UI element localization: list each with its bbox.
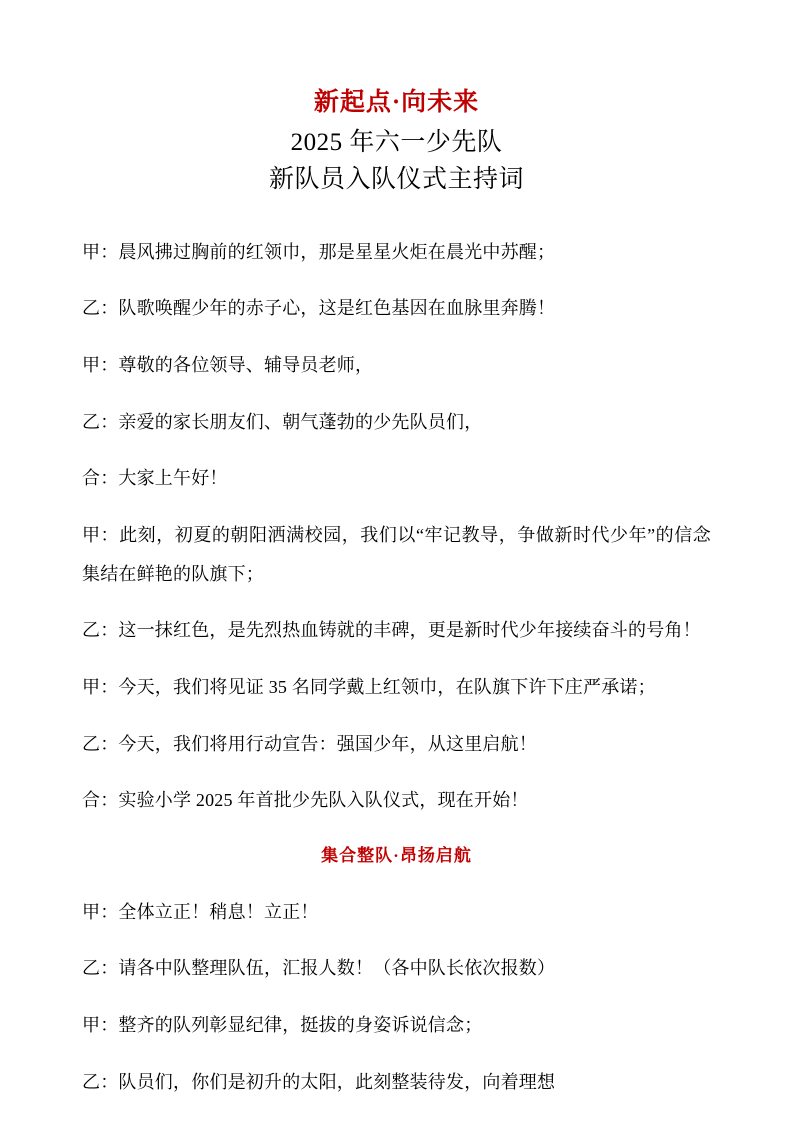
script-line: 乙：今天，我们将用行动宣告：强国少年，从这里启航！ — [82, 733, 537, 754]
page-subtitle-line-1: 2025 年六一少先队 — [290, 128, 503, 156]
script-line: 甲：此刻，初夏的朝阳洒满校园，我们以“牢记教导，争做新时代少年”的信念集结在鲜艳的队旗下； — [82, 524, 711, 584]
script-line: 甲：全体立正！稍息！立正！ — [82, 901, 319, 922]
script-line: 甲：晨风拂过胸前的红领巾，那是星星火炬在晨光中苏醒； — [82, 241, 556, 262]
page-title: 新起点·向未来 — [313, 89, 480, 116]
script-line: 甲：尊敬的各位领导、辅导员老师， — [82, 354, 374, 375]
script-line: 乙：队歌唤醒少年的赤子心，这是红色基因在血脉里奔腾！ — [82, 298, 556, 319]
script-line: 乙：队员们，你们是初升的太阳，此刻整装待发，向着理想 — [82, 1071, 556, 1092]
script-line: 合：实验小学 2025 年首批少先队入队仪式，现在开始！ — [82, 790, 529, 811]
script-line: 甲：今天，我们将见证 35 名同学戴上红领巾，在队旗下许下庄严承诺； — [82, 677, 656, 697]
script-line: 乙：这一抹红色，是先烈热血铸就的丰碑，更是新时代少年接续奋斗的号角！ — [82, 620, 701, 641]
script-line: 合：大家上午好！ — [82, 468, 228, 489]
page-subtitle-line-2: 新队员入队仪式主持词 — [268, 166, 524, 193]
document-title-block — [82, 84, 711, 199]
script-line: 甲：整齐的队列彰显纪律，挺拔的身姿诉说信念； — [82, 1014, 483, 1035]
script-line: 乙：亲爱的家长朋友们、朝气蓬勃的少先队员们， — [82, 411, 483, 432]
section-heading: 集合整队·昂扬启航 — [321, 846, 472, 866]
script-line: 乙：请各中队整理队伍，汇报人数！（各中队长依次报数） — [82, 958, 556, 979]
document-body — [82, 233, 711, 1102]
